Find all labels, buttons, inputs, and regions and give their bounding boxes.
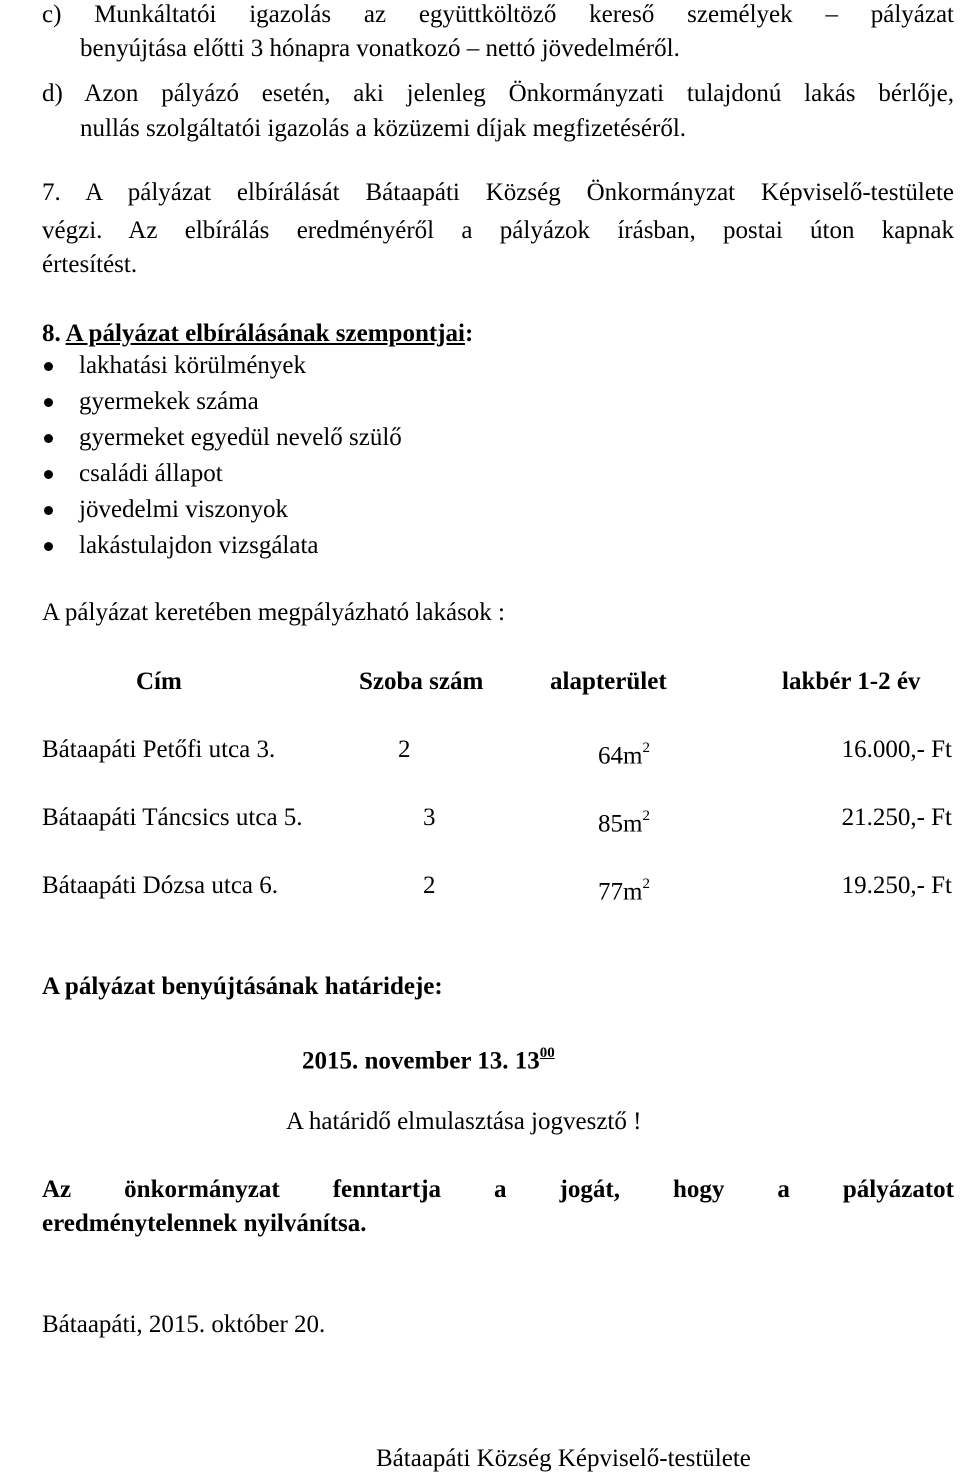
table-header-address: Cím (136, 668, 182, 695)
deadline-warning: A határidő elmulasztása jogvesztő ! (286, 1108, 642, 1135)
item-d-line1: d) Azon pályázó esetén, aki jelenleg Önkormányzati tulajdonú lakás bérlője, (42, 80, 954, 107)
row-area-value: 77m (598, 878, 643, 906)
table-header-rooms: Szoba szám (359, 668, 484, 695)
section8-heading-text: A pályázat elbírálásának szempontjai (65, 320, 465, 347)
row-rent: 16.000,- Ft (841, 736, 952, 763)
place-date: Bátaapáti, 2015. október 20. (42, 1311, 326, 1338)
row-area-sup: 2 (642, 876, 650, 892)
signature: Bátaapáti Község Képviselő-testülete (376, 1445, 751, 1472)
section7-line3: értesítést. (42, 251, 138, 278)
criteria-item: gyermeket egyedül nevelő szülő (79, 424, 402, 451)
row-area (598, 803, 650, 839)
reservation-line2: eredménytelennek nyilvánítsa. (42, 1210, 367, 1237)
criteria-item: gyermekek száma (79, 388, 259, 415)
row-address: Bátaapáti Táncsics utca 5. (42, 804, 303, 831)
row-rent: 21.250,- Ft (841, 804, 952, 831)
row-area-value: 85m (598, 810, 643, 838)
section8-heading (42, 319, 473, 349)
row-address: Bátaapáti Petőfi utca 3. (42, 736, 276, 763)
deadline-date (302, 1040, 555, 1076)
row-rooms: 2 (398, 736, 411, 763)
bullet-icon (44, 506, 53, 515)
section8-number: 8. (42, 320, 61, 347)
row-area (598, 735, 650, 771)
reservation-line1: Az önkormányzat fenntartja a jogát, hogy a pályázatot (42, 1176, 954, 1203)
deadline-date-text: 2015. november 13. 13 (302, 1047, 540, 1075)
table-header-area: alapterület (550, 668, 667, 695)
section7-line2: végzi. Az elbírálás eredményéről a pályázok írásban, postai úton kapnak (42, 217, 954, 244)
flats-intro: A pályázat keretében megpályázható lakások : (42, 599, 505, 626)
criteria-item: lakhatási körülmények (79, 352, 307, 379)
item-d-line2: nullás szolgáltatói igazolás a közüzemi díjak megfizetéséről. (80, 115, 687, 142)
row-rooms: 3 (423, 804, 436, 831)
row-rooms: 2 (423, 872, 436, 899)
row-rent: 19.250,- Ft (841, 872, 952, 899)
table-header-rent: lakbér 1-2 év (782, 668, 921, 695)
criteria-item: lakástulajdon vizsgálata (79, 532, 319, 559)
deadline-heading: A pályázat benyújtásának határideje: (42, 973, 443, 1000)
criteria-item: jövedelmi viszonyok (79, 496, 288, 523)
item-c-line1: c) Munkáltatói igazolás az együttköltöző kereső személyek – pályázat (42, 1, 954, 28)
row-area-sup: 2 (642, 740, 650, 756)
bullet-icon (44, 434, 53, 443)
row-area-value: 64m (598, 742, 643, 770)
bullet-icon (44, 542, 53, 551)
deadline-time-sup: 00 (539, 1045, 555, 1061)
row-area (598, 871, 650, 907)
bullet-icon (44, 398, 53, 407)
row-area-sup: 2 (642, 808, 650, 824)
criteria-item: családi állapot (79, 460, 223, 487)
bullet-icon (44, 362, 53, 371)
row-address: Bátaapáti Dózsa utca 6. (42, 872, 279, 899)
item-c-line2: benyújtása előtti 3 hónapra vonatkozó – nettó jövedelméről. (80, 35, 680, 62)
section8-colon: : (464, 320, 474, 347)
section7-line1: 7. A pályázat elbírálását Bátaapáti Község Önkormányzat Képviselő-testülete (42, 179, 954, 206)
bullet-icon (44, 470, 53, 479)
